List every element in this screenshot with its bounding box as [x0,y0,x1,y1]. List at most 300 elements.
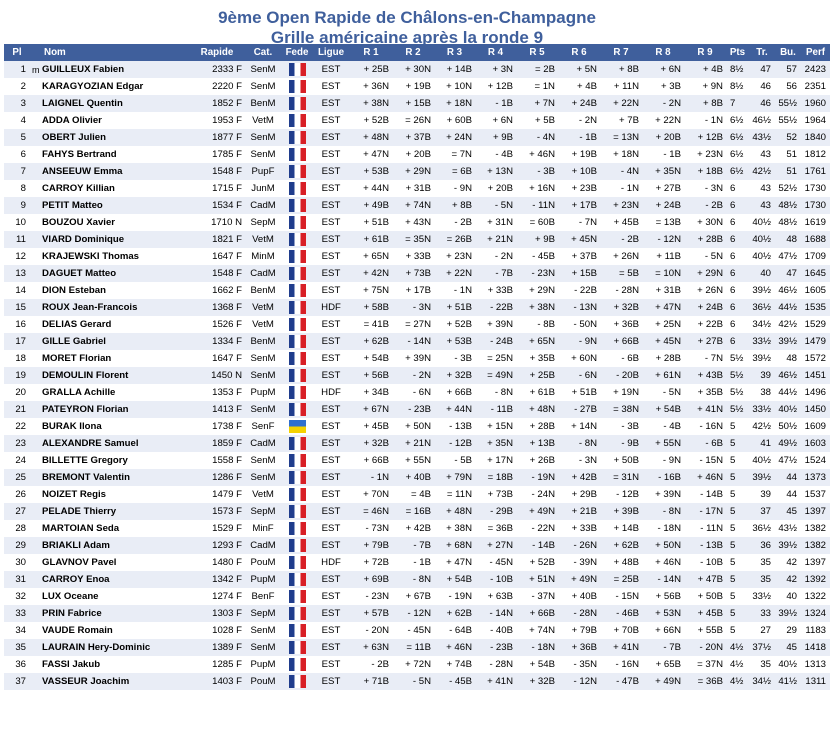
federation-cell [282,282,312,299]
round-result-cell: - 19N [516,469,558,486]
round-result-cell: + 53B [350,163,392,180]
round-result-cell: + 49N [558,571,600,588]
player-name-cell: GRALLA Achille [40,384,190,401]
round-result-cell: - 10B [475,571,516,588]
round-result-cell: - 5N [392,673,434,690]
col-ligue: Ligue [312,44,350,61]
table-row [4,486,830,503]
player-name-cell: CARROY Enoa [40,571,190,588]
round-result-cell: + 29N [516,282,558,299]
round-result-cell: + 12B [475,78,516,95]
round-result-cell: + 13B [516,435,558,452]
points-cell: 5 [726,486,749,503]
round-result-cell: - 26N [558,537,600,554]
player-name-cell: DAGUET Matteo [40,265,190,282]
table-row [4,299,830,316]
league-cell: EST [312,537,350,554]
rating-cell: 1274 F [190,588,244,605]
tiebreak-tr-cell: 33½ [749,333,775,350]
points-cell: 5½ [726,350,749,367]
round-result-cell: - 20N [350,622,392,639]
tiebreak-bu-cell: 57 [775,61,801,78]
round-result-cell: - 6N [392,384,434,401]
page-subtitle: Grille américaine après la ronde 9 [270,28,544,47]
round-result-cell: + 9N [684,78,726,95]
place-cell: 31 [4,571,30,588]
title-cell [30,333,40,350]
round-result-cell: + 23N [684,146,726,163]
performance-cell: 1605 [801,282,830,299]
round-result-cell: - 2N [475,248,516,265]
category-cell: VetM [244,299,282,316]
title-cell [30,197,40,214]
federation-cell [282,299,312,316]
player-name-cell: BRIAKLI Adam [40,537,190,554]
round-result-cell: - 18N [642,520,684,537]
round-result-cell: + 24B [642,197,684,214]
tiebreak-bu-cell: 47½ [775,452,801,469]
rating-cell: 1353 F [190,384,244,401]
federation-cell [282,265,312,282]
tiebreak-tr-cell: 41 [749,435,775,452]
rating-cell: 1710 N [190,214,244,231]
tiebreak-tr-cell: 37 [749,503,775,520]
round-result-cell: + 65N [350,248,392,265]
round-result-cell: - 28N [558,605,600,622]
round-result-cell: - 7B [642,639,684,656]
round-result-cell: + 31B [642,282,684,299]
table-row [4,384,830,401]
round-result-cell: + 29B [558,486,600,503]
federation-cell [282,571,312,588]
page-header [0,0,814,47]
tiebreak-bu-cell: 51 [775,146,801,163]
round-result-cell: - 16B [642,469,684,486]
tiebreak-tr-cell: 34½ [749,673,775,690]
round-result-cell: + 37B [558,248,600,265]
federation-cell [282,673,312,690]
table-row [4,231,830,248]
round-result-cell: + 23B [558,180,600,197]
round-result-cell: - 2B [600,231,642,248]
round-result-cell: + 40B [558,588,600,605]
league-cell: EST [312,605,350,622]
federation-cell [282,384,312,401]
round-result-cell: - 12N [392,605,434,622]
france-flag-icon [289,131,306,144]
performance-cell: 1450 [801,401,830,418]
table-row [4,554,830,571]
federation-cell [282,350,312,367]
round-result-cell: - 50N [558,316,600,333]
player-name-cell: VIARD Dominique [40,231,190,248]
round-result-cell: + 48B [600,554,642,571]
tiebreak-tr-cell: 43 [749,197,775,214]
col-bu: Bu. [775,44,801,61]
points-cell: 5 [726,605,749,622]
place-cell: 4 [4,112,30,129]
place-cell: 5 [4,129,30,146]
col-r5: R 5 [516,44,558,61]
table-row [4,469,830,486]
federation-cell [282,622,312,639]
player-name-cell: ALEXANDRE Samuel [40,435,190,452]
table-row [4,520,830,537]
federation-cell [282,231,312,248]
category-cell: SenM [244,350,282,367]
place-cell: 26 [4,486,30,503]
round-result-cell: + 9B [516,231,558,248]
performance-cell: 1535 [801,299,830,316]
category-cell: CadM [244,197,282,214]
col-rapide: Rapide [190,44,244,61]
performance-cell: 1382 [801,537,830,554]
round-result-cell: - 16N [600,656,642,673]
tiebreak-bu-cell: 46½ [775,367,801,384]
round-result-cell: - 28N [475,656,516,673]
league-cell: EST [312,197,350,214]
round-result-cell: - 47B [600,673,642,690]
tiebreak-bu-cell: 48 [775,350,801,367]
round-result-cell: + 21B [558,503,600,520]
title-cell [30,367,40,384]
federation-cell [282,520,312,537]
points-cell: 6 [726,231,749,248]
tiebreak-bu-cell: 42 [775,554,801,571]
round-result-cell: - 4B [475,146,516,163]
category-cell: SenM [244,452,282,469]
round-result-cell: + 55N [392,452,434,469]
round-result-cell: + 46N [642,554,684,571]
round-result-cell: - 23B [475,639,516,656]
round-result-cell: + 28B [642,350,684,367]
round-result-cell: - 1N [684,112,726,129]
player-name-cell: BREMONT Valentin [40,469,190,486]
player-name-cell: LUX Oceane [40,588,190,605]
performance-cell: 1524 [801,452,830,469]
round-result-cell: - 22B [475,299,516,316]
round-result-cell: - 8N [642,503,684,520]
title-cell [30,350,40,367]
col-tr: Tr. [749,44,775,61]
category-cell: SenF [244,418,282,435]
tiebreak-bu-cell: 42 [775,571,801,588]
round-result-cell: + 74B [434,656,475,673]
round-result-cell: - 46B [600,605,642,622]
standings-table [4,44,830,690]
round-result-cell: = 36B [475,520,516,537]
place-cell: 8 [4,180,30,197]
league-cell: EST [312,571,350,588]
rating-cell: 1480 F [190,554,244,571]
col-r4: R 4 [475,44,516,61]
rating-cell: 1286 F [190,469,244,486]
round-result-cell: + 61B [516,384,558,401]
league-cell: EST [312,452,350,469]
category-cell: SepM [244,605,282,622]
france-flag-icon [289,641,306,654]
round-result-cell: - 16N [684,418,726,435]
tiebreak-tr-cell: 42½ [749,418,775,435]
rating-cell: 1293 F [190,537,244,554]
round-result-cell: + 19B [392,78,434,95]
france-flag-icon [289,148,306,161]
round-result-cell: + 37B [392,129,434,146]
points-cell: 6 [726,248,749,265]
category-cell: PupF [244,163,282,180]
france-flag-icon [289,488,306,501]
tiebreak-bu-cell: 51 [775,163,801,180]
performance-cell: 1392 [801,571,830,588]
round-result-cell: + 35B [516,350,558,367]
federation-cell [282,435,312,452]
round-result-cell: = 1N [516,78,558,95]
place-cell: 7 [4,163,30,180]
round-result-cell: - 2N [558,112,600,129]
title-cell [30,503,40,520]
title-cell [30,214,40,231]
round-result-cell: + 3B [642,78,684,95]
round-result-cell: + 25N [642,316,684,333]
table-row [4,588,830,605]
round-result-cell: + 11B [642,248,684,265]
tiebreak-bu-cell: 49½ [775,435,801,452]
round-result-cell: - 2B [684,197,726,214]
table-row [4,61,830,78]
round-result-cell: + 3N [475,61,516,78]
points-cell: 5 [726,520,749,537]
performance-cell: 1840 [801,129,830,146]
table-row [4,537,830,554]
place-cell: 14 [4,282,30,299]
tiebreak-bu-cell: 39½ [775,537,801,554]
round-result-cell: + 36N [350,78,392,95]
france-flag-icon [289,301,306,314]
col-fede: Fede [282,44,312,61]
round-result-cell: - 24N [516,486,558,503]
round-result-cell: + 32B [516,673,558,690]
tiebreak-tr-cell: 34½ [749,316,775,333]
tiebreak-tr-cell: 43 [749,146,775,163]
round-result-cell: - 3B [516,163,558,180]
tiebreak-bu-cell: 29 [775,622,801,639]
round-result-cell: = 16B [392,503,434,520]
rating-cell: 1450 N [190,367,244,384]
round-result-cell: + 69B [350,571,392,588]
performance-cell: 1645 [801,265,830,282]
title-cell [30,401,40,418]
round-result-cell: - 5N [475,197,516,214]
round-result-cell: = 13N [600,129,642,146]
round-result-cell: = 6B [434,163,475,180]
rating-cell: 1548 F [190,265,244,282]
points-cell: 5 [726,503,749,520]
tiebreak-bu-cell: 43½ [775,520,801,537]
france-flag-icon [289,352,306,365]
points-cell: 6 [726,333,749,350]
points-cell: 4½ [726,673,749,690]
rating-cell: 1479 F [190,486,244,503]
player-name-cell: NOIZET Regis [40,486,190,503]
federation-cell [282,316,312,333]
performance-cell: 1609 [801,418,830,435]
round-result-cell: - 20B [600,367,642,384]
performance-cell: 1761 [801,163,830,180]
performance-cell: 1382 [801,520,830,537]
france-flag-icon [289,335,306,348]
tiebreak-tr-cell: 46½ [749,112,775,129]
round-result-cell: + 68N [434,537,475,554]
title-cell [30,605,40,622]
round-result-cell: + 43B [684,367,726,384]
tiebreak-tr-cell: 43½ [749,129,775,146]
league-cell: EST [312,656,350,673]
performance-cell: 1418 [801,639,830,656]
france-flag-icon [289,522,306,535]
round-result-cell: + 41N [475,673,516,690]
round-result-cell: + 65N [516,333,558,350]
round-result-cell: - 1B [642,146,684,163]
round-result-cell: - 18N [516,639,558,656]
round-result-cell: + 47N [434,554,475,571]
table-row [4,333,830,350]
round-result-cell: + 66B [350,452,392,469]
tiebreak-bu-cell: 48 [775,231,801,248]
tiebreak-tr-cell: 39 [749,486,775,503]
round-result-cell: + 20B [392,146,434,163]
tiebreak-tr-cell: 35 [749,656,775,673]
player-name-cell: ANSEEUW Emma [40,163,190,180]
round-result-cell: = 11B [392,639,434,656]
category-cell: VetM [244,486,282,503]
col-r7: R 7 [600,44,642,61]
round-result-cell: - 7B [392,537,434,554]
table-row [4,367,830,384]
round-result-cell: + 27N [475,537,516,554]
points-cell: 5 [726,571,749,588]
round-result-cell: + 33B [558,520,600,537]
tiebreak-tr-cell: 40½ [749,214,775,231]
rating-cell: 1558 F [190,452,244,469]
round-result-cell: + 66B [516,605,558,622]
player-name-cell: BOUZOU Xavier [40,214,190,231]
league-cell: EST [312,214,350,231]
round-result-cell: + 46N [434,639,475,656]
round-result-cell: + 65B [642,656,684,673]
table-row [4,435,830,452]
performance-cell: 1373 [801,469,830,486]
round-result-cell: + 58B [350,299,392,316]
league-cell: EST [312,469,350,486]
rating-cell: 1662 F [190,282,244,299]
tiebreak-bu-cell: 39½ [775,333,801,350]
league-cell: EST [312,163,350,180]
round-result-cell: + 44N [350,180,392,197]
league-cell: HDF [312,384,350,401]
title-cell [30,299,40,316]
tiebreak-tr-cell: 37½ [749,639,775,656]
table-row [4,78,830,95]
federation-cell [282,95,312,112]
round-result-cell: + 19B [558,146,600,163]
round-result-cell: - 14N [475,605,516,622]
round-result-cell: + 32B [600,299,642,316]
league-cell: EST [312,78,350,95]
round-result-cell: + 35B [684,384,726,401]
performance-cell: 1479 [801,333,830,350]
league-cell: EST [312,622,350,639]
round-result-cell: + 44N [434,401,475,418]
round-result-cell: - 12N [642,231,684,248]
round-result-cell: = 41B [350,316,392,333]
league-cell: EST [312,333,350,350]
round-result-cell: + 11N [600,78,642,95]
title-cell [30,112,40,129]
points-cell: 5 [726,622,749,639]
france-flag-icon [289,216,306,229]
round-result-cell: = 49N [475,367,516,384]
tiebreak-tr-cell: 40½ [749,452,775,469]
title-cell [30,520,40,537]
round-result-cell: + 40B [392,469,434,486]
round-result-cell: - 8N [475,384,516,401]
title-cell [30,248,40,265]
round-result-cell: + 43N [392,214,434,231]
round-result-cell: + 46N [684,469,726,486]
round-result-cell: + 52B [350,112,392,129]
place-cell: 9 [4,197,30,214]
rating-cell: 1715 F [190,180,244,197]
round-result-cell: + 17B [392,282,434,299]
player-name-cell: GILLE Gabriel [40,333,190,350]
points-cell: 5 [726,588,749,605]
round-result-cell: = 38N [600,401,642,418]
round-result-cell: + 46N [516,146,558,163]
round-result-cell: + 35N [642,163,684,180]
player-name-cell: LAURAIN Hery-Dominic [40,639,190,656]
round-result-cell: = 18B [475,469,516,486]
round-result-cell: + 27B [642,180,684,197]
place-cell: 32 [4,588,30,605]
round-result-cell: - 3N [684,180,726,197]
round-result-cell: - 1B [392,554,434,571]
category-cell: JunM [244,180,282,197]
category-cell: SenM [244,401,282,418]
round-result-cell: - 8N [558,435,600,452]
france-flag-icon [289,590,306,603]
federation-cell [282,214,312,231]
title-cell [30,129,40,146]
player-name-cell: KARAGYOZIAN Edgar [40,78,190,95]
points-cell: 6 [726,265,749,282]
player-name-cell: FASSI Jakub [40,656,190,673]
federation-cell [282,61,312,78]
performance-cell: 2351 [801,78,830,95]
france-flag-icon [289,624,306,637]
points-cell: 5 [726,418,749,435]
place-cell: 16 [4,316,30,333]
rating-cell: 1573 F [190,503,244,520]
place-cell: 21 [4,401,30,418]
table-row [4,180,830,197]
tiebreak-bu-cell: 44½ [775,384,801,401]
round-result-cell: - 5B [434,452,475,469]
round-result-cell: - 3N [558,452,600,469]
player-name-cell: FAHYS Bertrand [40,146,190,163]
category-cell: CadM [244,537,282,554]
round-result-cell: - 20N [684,639,726,656]
tiebreak-bu-cell: 44 [775,486,801,503]
